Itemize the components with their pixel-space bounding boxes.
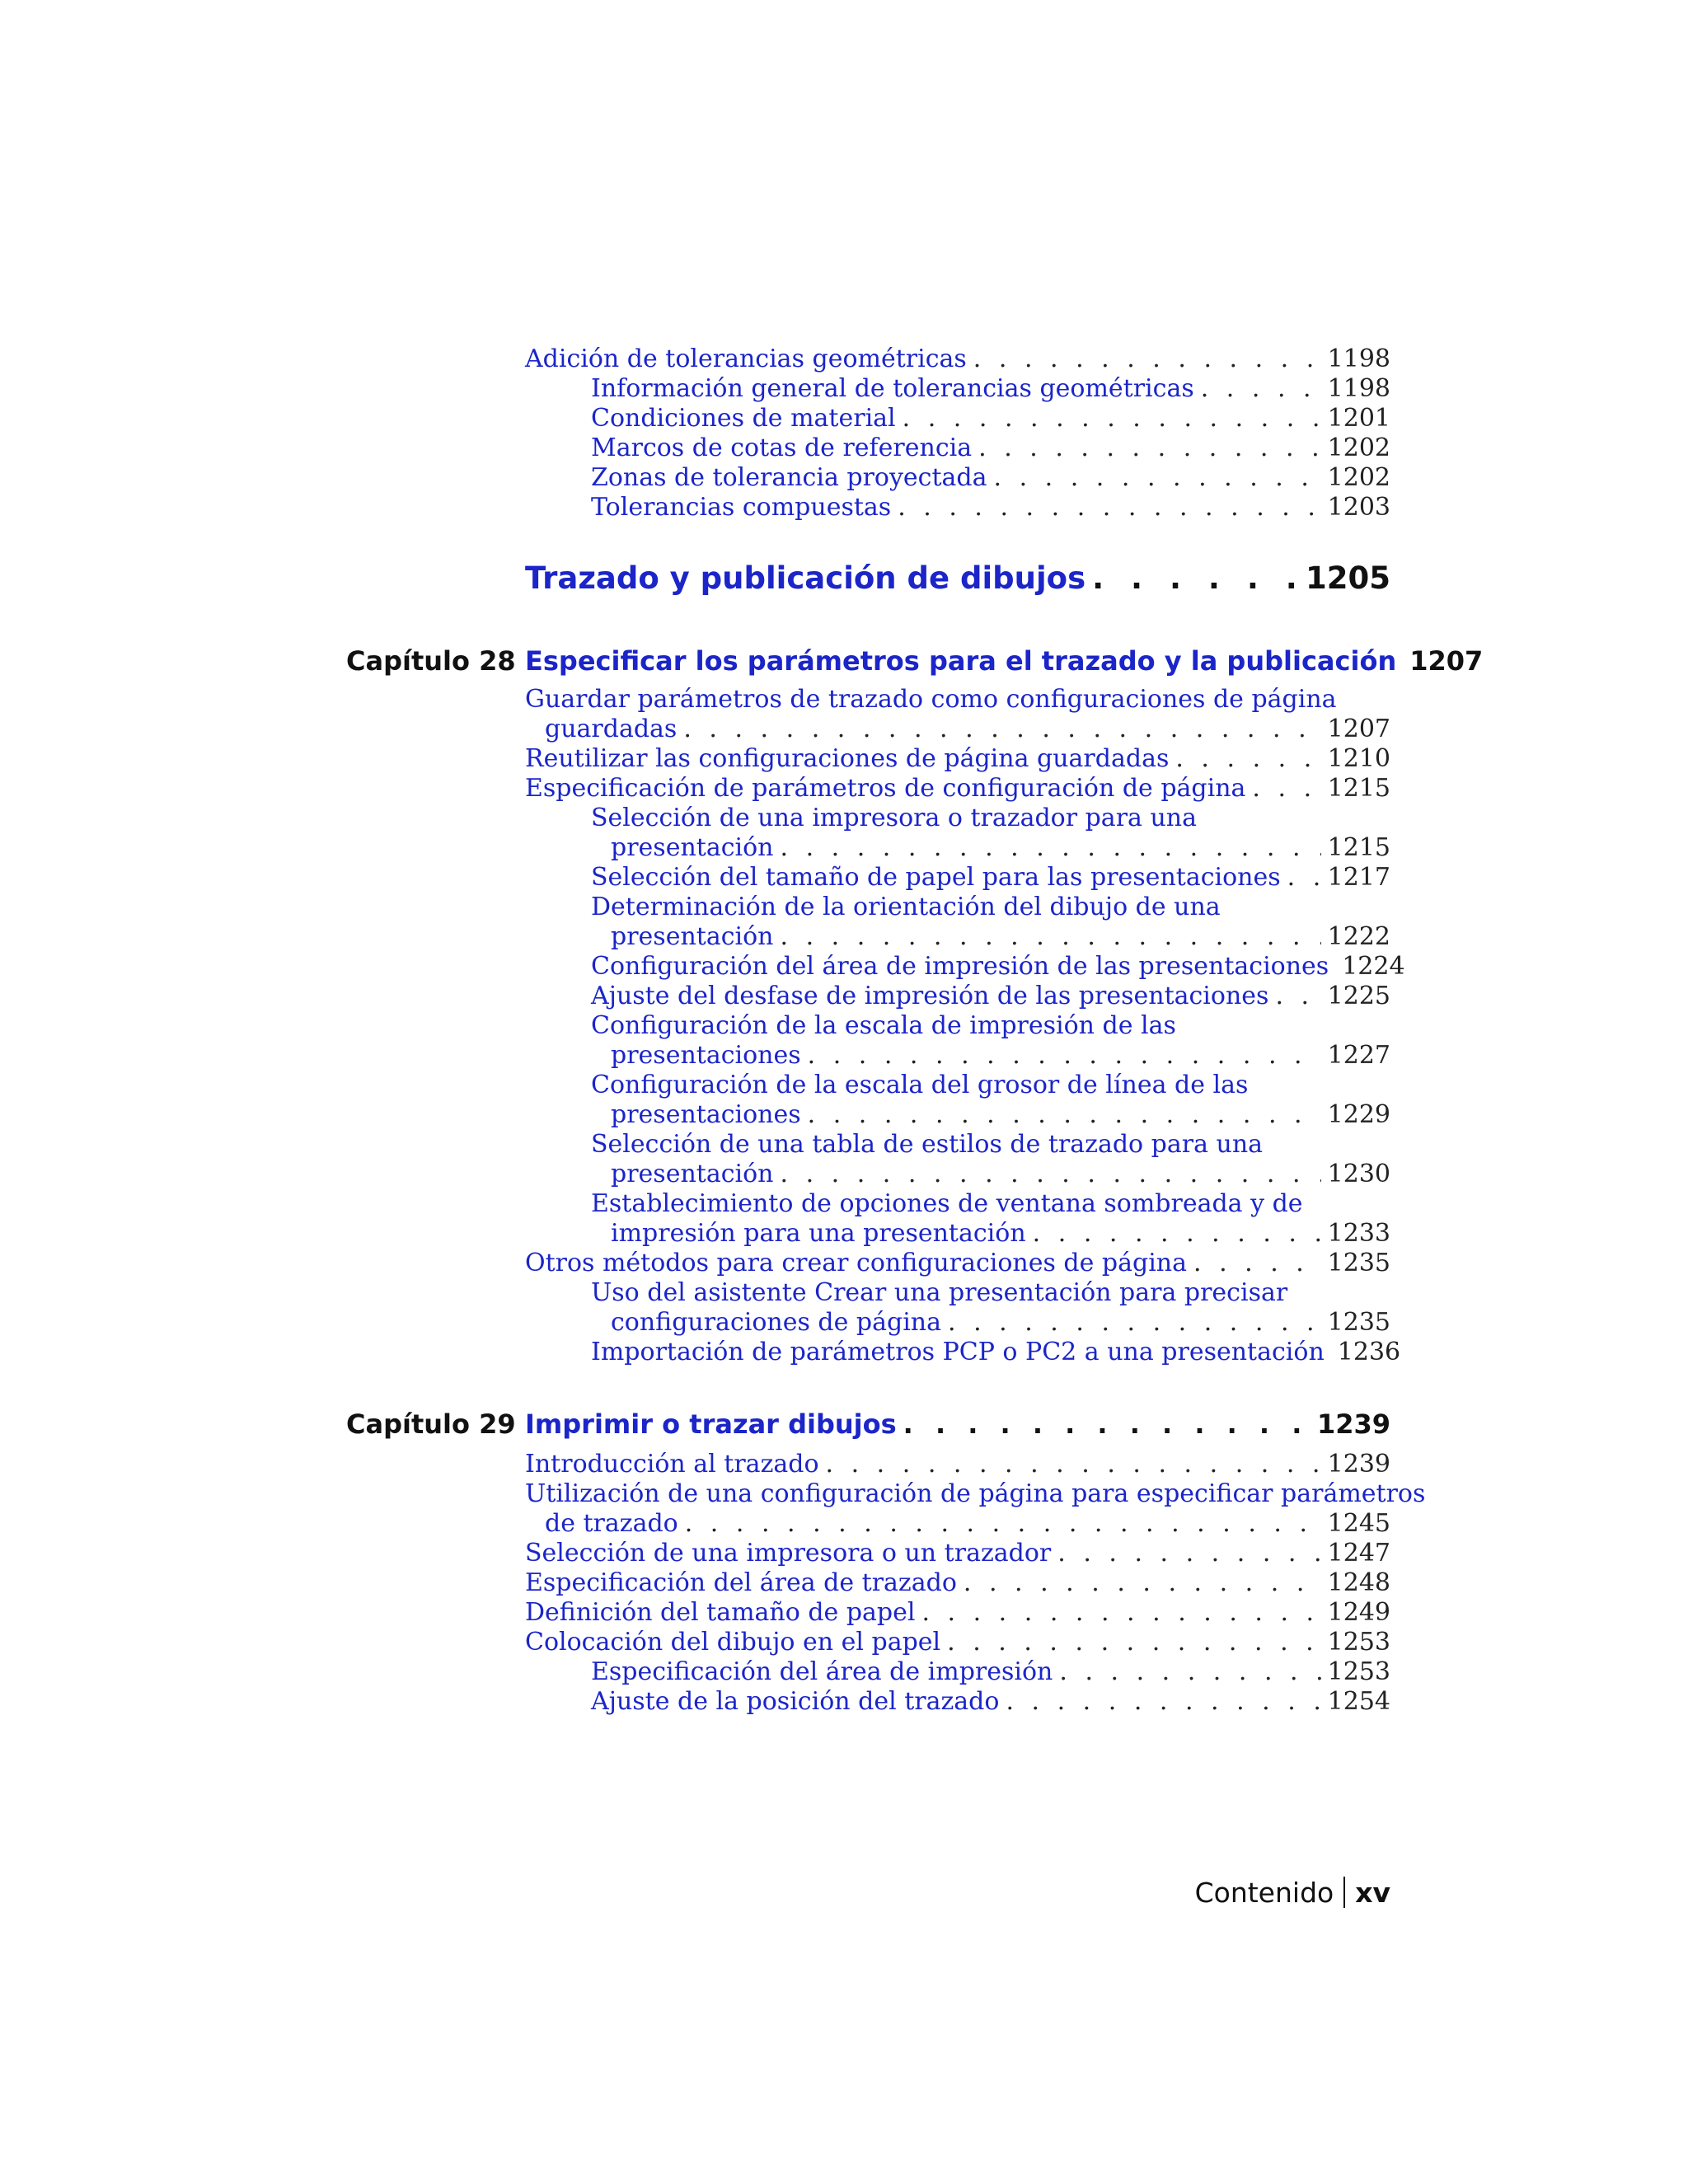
toc-page-number: 1210 — [1327, 744, 1390, 773]
toc-page-number: 1253 — [1327, 1657, 1390, 1686]
dot-leader — [903, 404, 1321, 434]
toc-entry-link[interactable]: Otros métodos para crear configuraciones de página — [525, 1249, 1188, 1277]
toc-page-number: 1207 — [1327, 715, 1390, 743]
toc-entry[interactable] — [591, 1278, 1390, 1338]
dot-leader — [808, 1041, 1321, 1071]
toc-entry[interactable] — [591, 463, 1390, 493]
toc-entry[interactable] — [525, 1539, 1390, 1568]
toc-entry[interactable] — [525, 1450, 1390, 1479]
toc-entry-link[interactable]: Ajuste de la posición del trazado — [591, 1687, 1000, 1716]
toc-entry-link[interactable]: de trazado — [545, 1509, 678, 1538]
toc-entry[interactable] — [525, 1598, 1390, 1628]
toc-page-number: 1245 — [1327, 1509, 1390, 1538]
toc-entry[interactable] — [591, 1130, 1390, 1189]
toc-page-number: 1227 — [1327, 1041, 1390, 1070]
toc-entry-link[interactable]: Especificación del área de trazado — [525, 1568, 957, 1597]
toc-entry-link[interactable]: Adición de tolerancias geométricas — [525, 344, 967, 373]
toc-page-number: 1198 — [1327, 344, 1390, 373]
toc-page-number: 1235 — [1327, 1308, 1390, 1337]
dot-leader — [1275, 982, 1320, 1011]
toc-entry-link[interactable]: Zonas de tolerancia proyectada — [591, 463, 987, 492]
dot-leader — [781, 1160, 1321, 1189]
dot-leader — [826, 1450, 1321, 1479]
toc-page-number: 1253 — [1327, 1628, 1390, 1657]
toc-entry-link[interactable]: presentación — [611, 1160, 774, 1188]
toc-entry[interactable] — [591, 1338, 1401, 1367]
toc-page-number: 1215 — [1327, 774, 1390, 803]
part-title-text[interactable]: Trazado y publicación de dibujos — [525, 560, 1086, 596]
dot-leader — [808, 1100, 1321, 1130]
toc-entry-link[interactable]: presentaciones — [611, 1100, 801, 1129]
toc-entry-link[interactable]: Reutilizar las configuraciones de página guardadas — [525, 744, 1170, 773]
dot-leader — [683, 715, 1320, 744]
toc-page-number: 1217 — [1327, 863, 1390, 892]
toc-entry[interactable] — [525, 1479, 1426, 1539]
toc-page-number: 1222 — [1327, 922, 1390, 951]
page-footer — [1195, 1877, 1390, 1909]
toc-entry-link[interactable]: Uso del asistente Crear una presentación para precisar — [591, 1278, 1288, 1307]
toc-entry-link[interactable]: Información general de tolerancias geométricas — [591, 374, 1194, 403]
toc-page-number: 1247 — [1327, 1539, 1390, 1568]
toc-page-number: 1224 — [1342, 952, 1405, 981]
toc-page-number: 1236 — [1337, 1338, 1401, 1366]
toc-entry-link[interactable]: Determinación de la orientación del dibujo de una — [591, 893, 1221, 921]
dot-leader — [973, 344, 1321, 374]
toc-chapter-28-entries — [525, 685, 1405, 1367]
toc-entry-link[interactable]: Configuración de la escala del grosor de línea de las — [591, 1071, 1249, 1099]
toc-entry-link[interactable]: presentación — [611, 833, 774, 862]
toc-entry-link[interactable]: Selección de una impresora o trazador para una — [591, 804, 1197, 832]
toc-entry-link[interactable]: Introducción al trazado — [525, 1450, 819, 1479]
chapter-label: Capítulo 28 — [346, 645, 516, 677]
toc-entry-link[interactable]: Tolerancias compuestas — [591, 493, 892, 522]
toc-entry[interactable] — [591, 1071, 1390, 1130]
chapter-page-number: 1239 — [1316, 1408, 1390, 1440]
toc-entry[interactable] — [591, 1657, 1390, 1687]
toc-entry-link[interactable]: Especificación del área de impresión — [591, 1657, 1053, 1686]
dot-leader — [903, 1408, 1311, 1440]
dot-leader — [898, 493, 1320, 523]
toc-entry-link[interactable]: guardadas — [545, 715, 678, 743]
toc-entry-link[interactable]: Selección de una impresora o un trazador — [525, 1539, 1052, 1568]
toc-page-number: 1201 — [1327, 404, 1390, 433]
toc-page-number: 1225 — [1327, 982, 1390, 1010]
toc-entry[interactable] — [591, 1189, 1390, 1249]
dot-leader — [1193, 1249, 1321, 1278]
toc-page-number: 1202 — [1327, 434, 1390, 462]
chapter-title[interactable]: Especificar los parámetros para el trazado y la publicación — [525, 645, 1397, 677]
dot-leader — [685, 1509, 1321, 1539]
toc-page-number: 1203 — [1327, 493, 1390, 522]
toc-chapter-29-entries — [525, 1450, 1426, 1717]
toc-page-number: 1202 — [1327, 463, 1390, 492]
toc-entry[interactable] — [591, 404, 1390, 434]
toc-entry[interactable] — [591, 893, 1390, 952]
dot-leader — [781, 922, 1321, 952]
toc-entry[interactable] — [525, 1628, 1390, 1657]
toc-entry[interactable] — [591, 434, 1390, 463]
toc-entry-link[interactable]: impresión para una presentación — [611, 1219, 1026, 1248]
dot-leader — [1175, 744, 1320, 774]
toc-entry-link[interactable]: Importación de parámetros PCP o PC2 a una presentación — [591, 1338, 1325, 1366]
chapter-page-number: 1207 — [1409, 645, 1484, 677]
toc-entry-link[interactable]: Ajuste del desfase de impresión de las presentaciones — [591, 982, 1269, 1010]
toc-entry[interactable] — [591, 1687, 1390, 1717]
toc-entry-link[interactable]: Utilización de una configuración de página para especificar parámetros — [525, 1479, 1426, 1508]
toc-entry-link[interactable]: Especificación de parámetros de configuración de página — [525, 774, 1246, 803]
dot-leader — [1252, 774, 1320, 804]
toc-entry[interactable] — [525, 685, 1390, 744]
dot-leader — [947, 1628, 1321, 1657]
toc-page-number: 1249 — [1327, 1598, 1390, 1627]
chapter-label: Capítulo 29 — [346, 1408, 516, 1440]
chapter-29-heading[interactable] — [346, 1408, 1390, 1440]
dot-leader — [978, 434, 1321, 463]
footer-label: Contenido — [1194, 1877, 1334, 1909]
toc-entry[interactable] — [525, 774, 1390, 804]
toc-entry[interactable] — [525, 344, 1390, 374]
toc-entry[interactable] — [525, 1249, 1390, 1278]
toc-page-number: 1230 — [1327, 1160, 1390, 1188]
toc-entry-link[interactable]: configuraciones de página — [611, 1308, 942, 1337]
toc-page-number: 1233 — [1327, 1219, 1390, 1248]
toc-page-number: 1239 — [1327, 1450, 1390, 1479]
toc-entry-link[interactable]: Definición del tamaño de papel — [525, 1598, 916, 1627]
dot-leader — [1287, 863, 1321, 893]
dot-leader — [1033, 1219, 1321, 1249]
toc-entry[interactable] — [591, 952, 1405, 982]
dot-leader — [1057, 1539, 1320, 1568]
toc-entry-link[interactable]: Configuración de la escala de impresión de las — [591, 1011, 1176, 1040]
toc-entry-link[interactable]: Marcos de cotas de referencia — [591, 434, 973, 462]
toc-entry-link[interactable]: Guardar parámetros de trazado como configuraciones de página — [525, 685, 1337, 714]
dot-leader — [1201, 374, 1321, 404]
toc-page-number: 1248 — [1327, 1568, 1390, 1597]
toc-entry-link[interactable]: presentación — [611, 922, 774, 951]
chapter-28-heading[interactable] — [346, 645, 1484, 677]
toc-page-number: 1254 — [1327, 1687, 1390, 1716]
toc-entry[interactable] — [591, 374, 1390, 404]
part-title[interactable] — [525, 560, 1390, 596]
toc-entry-link[interactable]: presentaciones — [611, 1041, 801, 1070]
toc-entry-link[interactable]: Selección de una tabla de estilos de trazado para una — [591, 1130, 1264, 1159]
dot-leader — [921, 1598, 1320, 1628]
part-page-number: 1205 — [1306, 560, 1390, 596]
dot-leader — [964, 1568, 1321, 1598]
toc-entry[interactable] — [525, 1568, 1390, 1598]
toc-section-top — [525, 344, 1390, 523]
toc-entry-link[interactable]: Configuración del área de impresión de las presentaciones — [591, 952, 1329, 981]
footer-separator — [1343, 1877, 1345, 1908]
toc-entry[interactable] — [525, 744, 1390, 774]
toc-entry[interactable] — [591, 1011, 1390, 1071]
toc-entry[interactable] — [591, 982, 1390, 1011]
dot-leader — [1006, 1687, 1320, 1717]
dot-leader — [781, 833, 1321, 863]
toc-entry-link[interactable]: Establecimiento de opciones de ventana sombreada y de — [591, 1189, 1303, 1218]
toc-entry[interactable] — [591, 493, 1390, 523]
toc-entry[interactable] — [591, 804, 1390, 863]
toc-page-number: 1229 — [1327, 1100, 1390, 1129]
chapter-title[interactable]: Imprimir o trazar dibujos — [525, 1408, 897, 1440]
footer-page-number: xv — [1355, 1877, 1390, 1909]
toc-page-number: 1215 — [1327, 833, 1390, 862]
toc-entry-link[interactable]: Colocación del dibujo en el papel — [525, 1628, 941, 1657]
toc-entry-link[interactable]: Selección del tamaño de papel para las presentaciones — [591, 863, 1281, 892]
dot-leader — [994, 463, 1321, 493]
toc-page-number: 1235 — [1327, 1249, 1390, 1277]
toc-entry-link[interactable]: Condiciones de material — [591, 404, 896, 433]
dot-leader — [1059, 1657, 1320, 1687]
toc-entry[interactable] — [591, 863, 1390, 893]
dot-leader — [948, 1308, 1321, 1338]
dot-leader — [1092, 560, 1299, 596]
toc-page-number: 1198 — [1327, 374, 1390, 403]
